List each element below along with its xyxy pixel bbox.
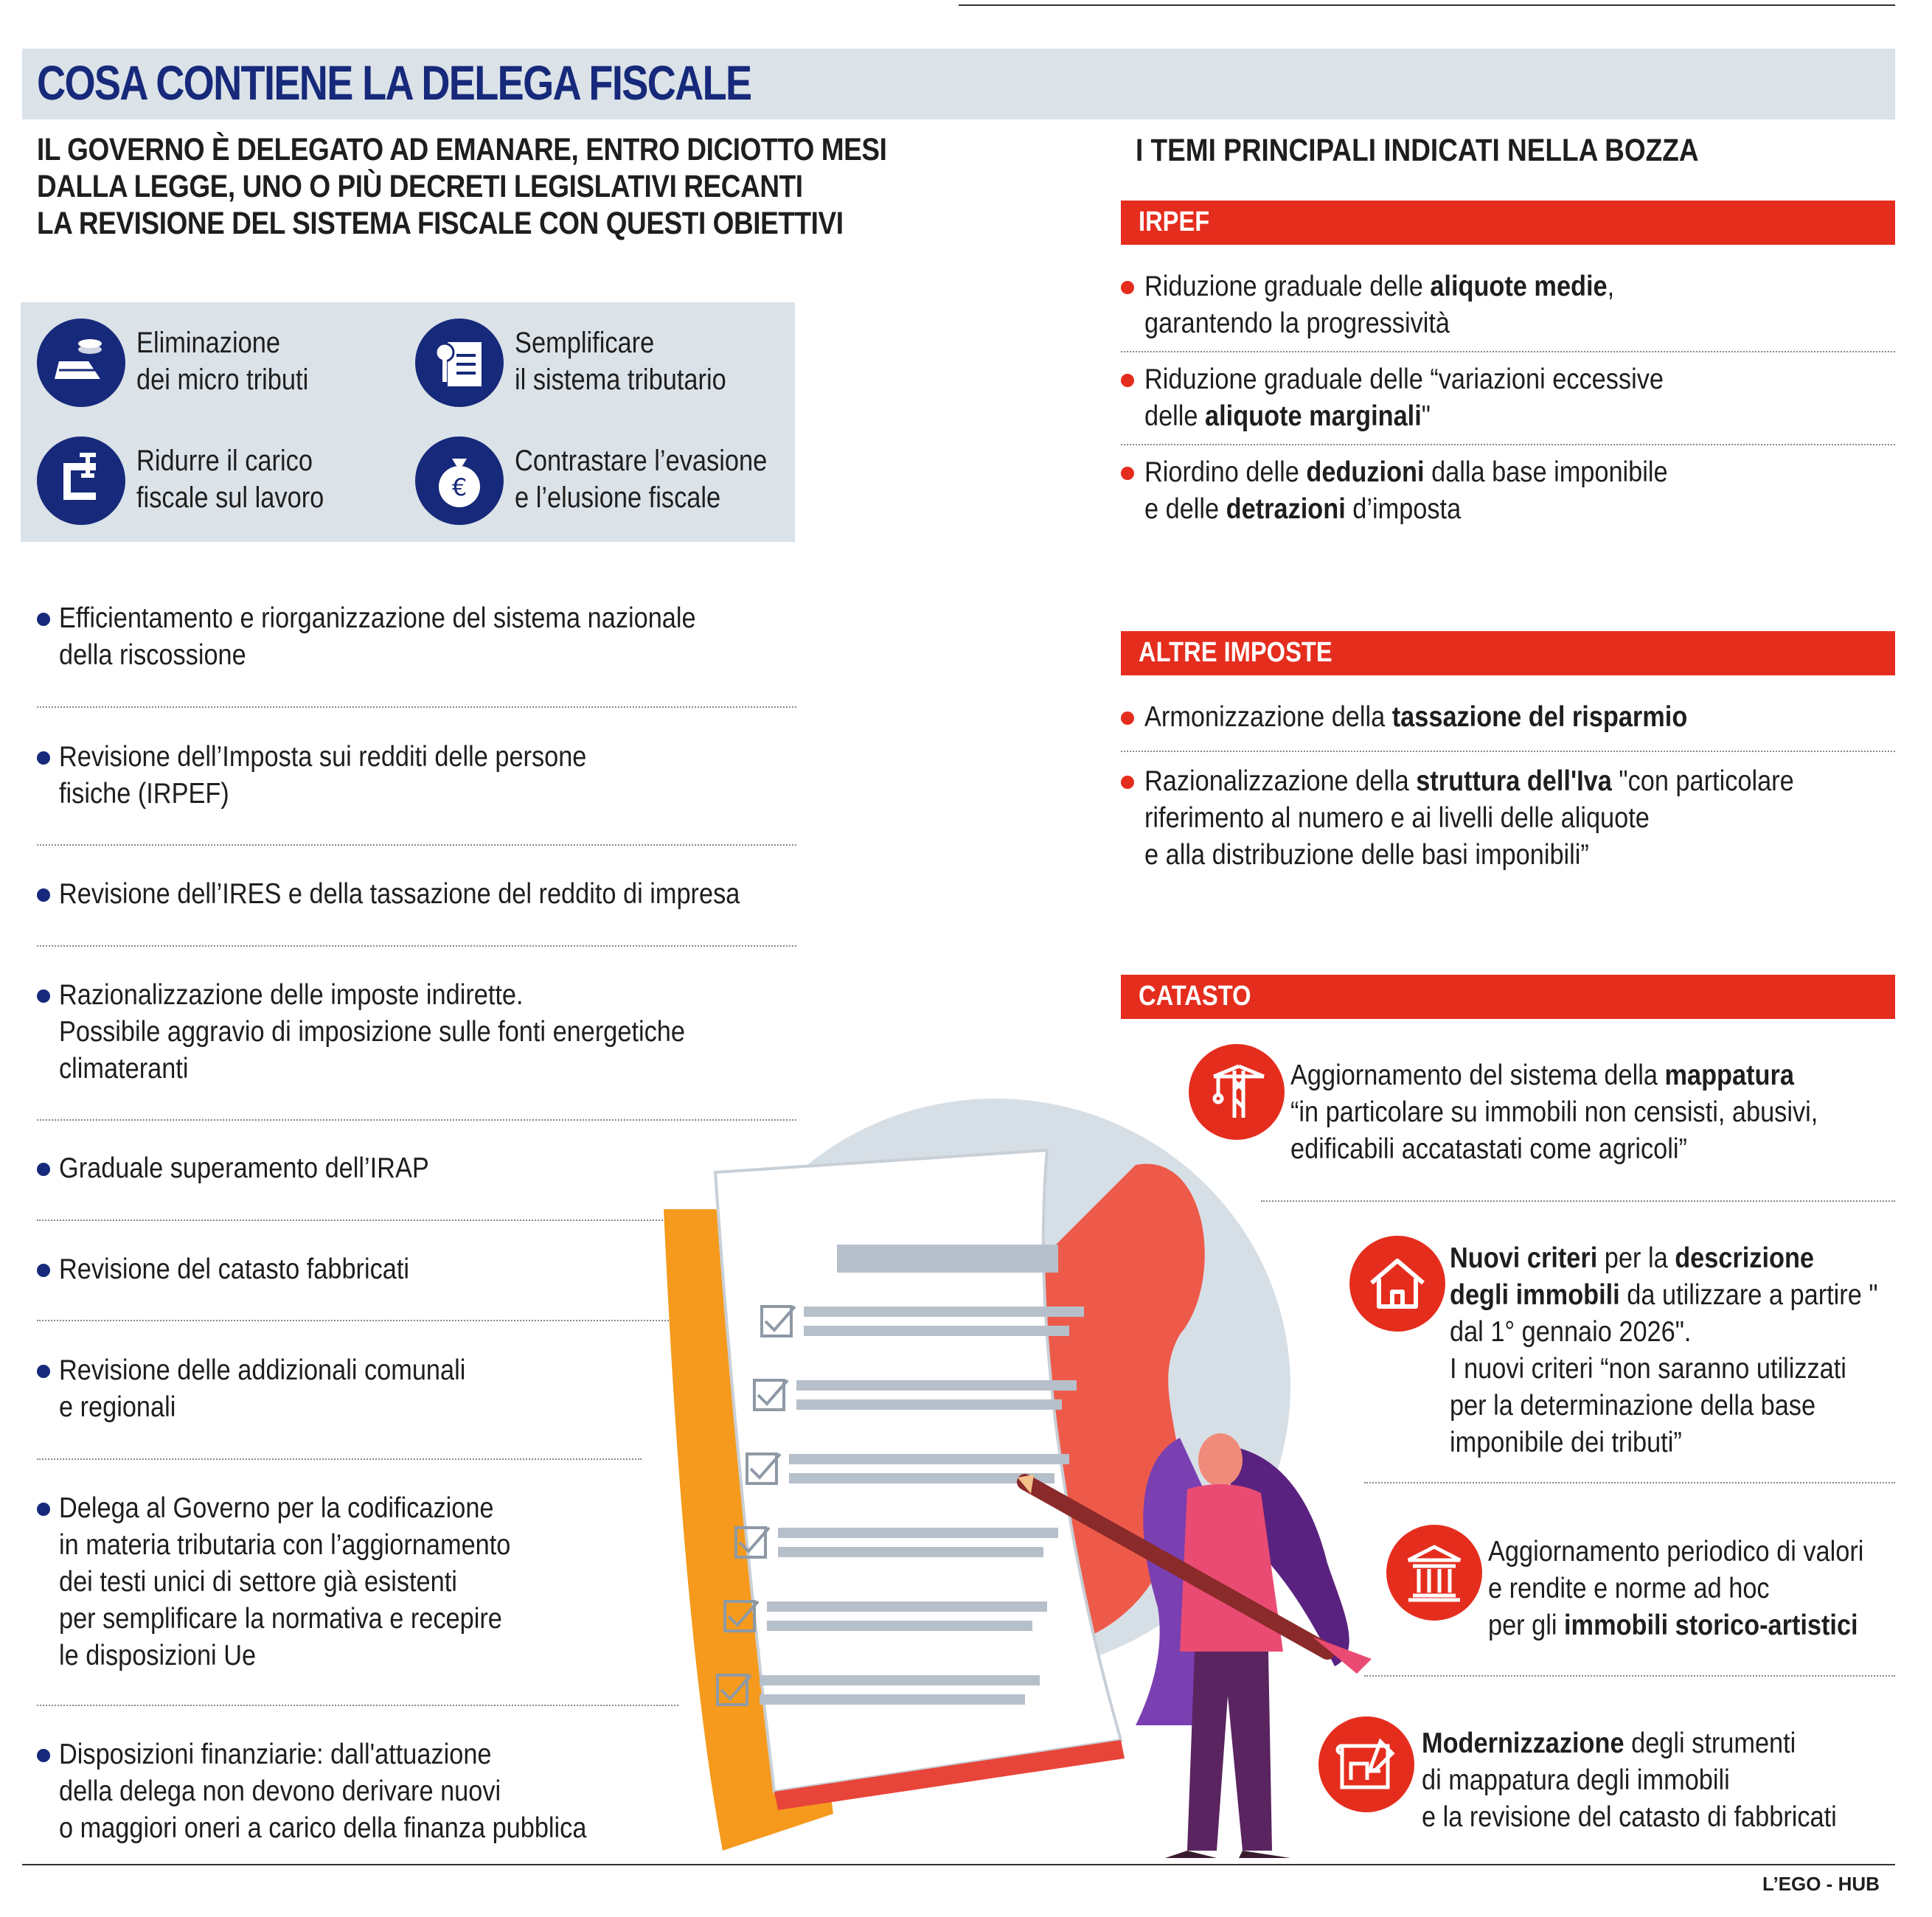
divider [37,1458,642,1460]
list-item-line: Revisione delle addizionali comunali [59,1354,466,1386]
right-heading: I TEMI PRINCIPALI INDICATI NELLA BOZZA [1136,133,1699,168]
text-run: degli strumenti [1624,1728,1796,1759]
page-title: COSA CONTIENE LA DELEGA FISCALE [37,55,751,110]
text-run: I nuovi criteri “non saranno utilizzati [1450,1353,1846,1385]
objective-carico-fiscale [21,420,389,523]
list-item-line: Possibile aggravio di imposizione sulle fonti energetiche [59,1016,685,1048]
intro-line: IL GOVERNO È DELEGATO AD EMANARE, ENTRO DICIOTTO MESI [37,132,887,167]
text-run: dal 1° gennaio 2026". [1450,1316,1692,1348]
text-run: per la determinazione della base [1450,1390,1816,1422]
text-run: “in particolare su immobili non censisti, abusivi, [1290,1096,1818,1128]
bold-run: aliquote marginali [1205,400,1422,432]
house-icon [1349,1236,1445,1332]
divider [1364,1482,1895,1483]
objective-evasione [399,420,768,523]
title-band [22,49,1895,119]
clamp-icon [37,436,125,525]
list-item-line: Delega al Governo per la codificazione [59,1492,494,1524]
objective-line: fiscale sul lavoro [136,481,324,514]
text-run: Armonizzazione della [1144,701,1392,733]
text-run: dalla base imponibile [1424,456,1668,488]
bullet-dot [37,1163,50,1176]
bold-run: Modernizzazione [1422,1728,1625,1759]
svg-text:€: € [451,473,468,501]
text-run: Riduzione graduale delle “variazioni eccessive [1144,363,1664,395]
divider [37,706,796,708]
list-item-line: per semplificare la normativa e recepire [59,1603,502,1635]
list-item-line: fisiche (IRPEF) [59,778,229,810]
list-item-line: Graduale superamento dell’IRAP [59,1152,429,1184]
list-item-line: o maggiori oneri a carico della finanza pubblica [59,1812,587,1844]
bold-run: degli immobili [1450,1279,1620,1311]
divider [1364,1675,1895,1677]
bold-run: detrazioni [1226,493,1346,525]
bold-run: aliquote medie [1430,271,1608,302]
intro-line: LA REVISIONE DEL SISTEMA FISCALE CON QUESTI OBIETTIVI [37,206,844,241]
list-item-line: le disposizioni Ue [59,1640,257,1671]
divider [37,844,796,846]
list-item-line: Revisione del catasto fabbricati [59,1253,410,1285]
text-run: Riduzione graduale delle [1144,271,1431,302]
text-run: per gli [1488,1610,1565,1641]
text-run: riferimento al numero e ai livelli delle aliquote [1144,802,1650,834]
bullet-dot [37,1365,50,1378]
euro-bag-icon [415,436,504,525]
catasto-item [1450,1240,1932,1461]
text-run: d’imposta [1345,493,1462,525]
section-label: IRPEF [1139,206,1210,237]
text-run: garantendo la progressività [1144,307,1450,339]
objective-semplificare [399,302,768,406]
text-run: da utilizzare a partire " [1619,1279,1878,1311]
section-bar-irpef [1121,201,1895,245]
text-run: delle [1144,400,1206,432]
bullet-dot [37,751,50,765]
bullet-dot [37,613,50,626]
bold-run: mappatura [1664,1060,1794,1091]
bullet-dot [1121,281,1134,294]
bold-run: immobili storico-artistici [1564,1610,1858,1641]
blueprint-icon [1318,1716,1414,1812]
crane-icon [1189,1044,1285,1140]
list-item-line: Razionalizzazione delle imposte indirette. [59,979,524,1011]
bullet-dot [1121,776,1134,789]
text-run: e alla distribuzione delle basi imponibili” [1144,839,1589,871]
list-item-line: dei testi unici di settore già esistenti [59,1566,457,1598]
bold-run: deduzioni [1306,456,1425,488]
text-run: , [1607,271,1615,302]
catasto-item [1290,1057,1890,1168]
bullet-dot [1121,467,1134,480]
section-label: ALTRE IMPOSTE [1139,637,1332,668]
text-run: Aggiornamento periodico di valori [1488,1536,1864,1568]
objective-line: Semplificare [515,327,655,359]
list-item-line: della delega non devono derivare nuovi [59,1775,501,1807]
bullet-dot [37,1264,50,1277]
catasto-item [1488,1534,1915,1644]
list-item-line: climateranti [59,1053,189,1085]
text-run: edificabili accatastati come agricoli” [1290,1133,1687,1165]
bold-run: struttura dell'Iva [1416,765,1612,797]
list-item-line: Efficientamento e riorganizzazione del sistema nazionale [59,602,696,634]
text-run: Aggiornamento del sistema della [1290,1060,1665,1091]
objective-line: il sistema tributario [515,363,726,396]
objective-line: dei micro tributi [136,363,309,396]
bullet-dot [37,888,50,902]
intro-line: DALLA LEGGE, UNO O PIÙ DECRETI LEGISLATIVI RECANTI [37,169,803,204]
text-run: di mappatura degli immobili [1422,1764,1730,1796]
objective-micro-tributi [21,302,389,406]
bold-run: descrizione [1675,1242,1815,1274]
objectives-box [21,302,795,542]
objective-line: e l’elusione fiscale [515,481,721,514]
text-run: Razionalizzazione della [1144,765,1417,797]
document-list-icon [415,319,504,407]
classical-building-icon [1386,1525,1482,1621]
divider [1261,1200,1895,1202]
intro-text [37,131,885,242]
list-item-line: Disposizioni finanziarie: dall'attuazione [59,1739,492,1770]
objective-line: Ridurre il carico [136,445,313,477]
list-item-line: e regionali [59,1391,176,1423]
text-run: imponibile dei tributi” [1450,1427,1682,1458]
list-item-line: Revisione dell’Imposta sui redditi delle persone [59,741,587,773]
text-run: "con particolare [1611,765,1794,797]
section-label: CATASTO [1139,981,1251,1012]
section-bar-altre-imposte [1121,631,1895,675]
bold-run: Nuovi criteri [1450,1242,1598,1274]
list-item-line: della riscossione [59,639,246,671]
bold-run: tassazione del risparmio [1391,701,1688,733]
objective-line: Contrastare l’evasione [515,445,768,477]
bullet-dot [37,1749,50,1762]
bullet-dot [1121,712,1134,725]
bottom-rule [22,1864,1895,1865]
list-item-line: in materia tributaria con l’aggiornamento [59,1529,511,1561]
text-run: e la revisione del catasto di fabbricati [1422,1801,1837,1833]
divider [1121,351,1895,352]
list-item-line: Revisione dell’IRES e della tassazione del reddito di impresa [59,878,740,910]
text-run: e delle [1144,493,1226,525]
coins-stack-icon [37,319,125,407]
text-run: " [1421,400,1431,432]
bullet-dot [1121,374,1134,387]
text-run: per la [1597,1242,1675,1274]
divider [37,945,796,947]
divider [1121,751,1895,752]
source-credit: L’EGO - HUB [1762,1873,1880,1895]
objective-line: Eliminazione [136,327,281,359]
bullet-dot [37,1503,50,1516]
text-run: e rendite e norme ad hoc [1488,1573,1770,1604]
section-bar-catasto [1121,975,1895,1019]
text-run: Riordino delle [1144,456,1307,488]
bullet-dot [37,989,50,1003]
divider [1121,444,1895,445]
top-rule [959,4,1895,6]
catasto-item [1422,1725,1894,1836]
